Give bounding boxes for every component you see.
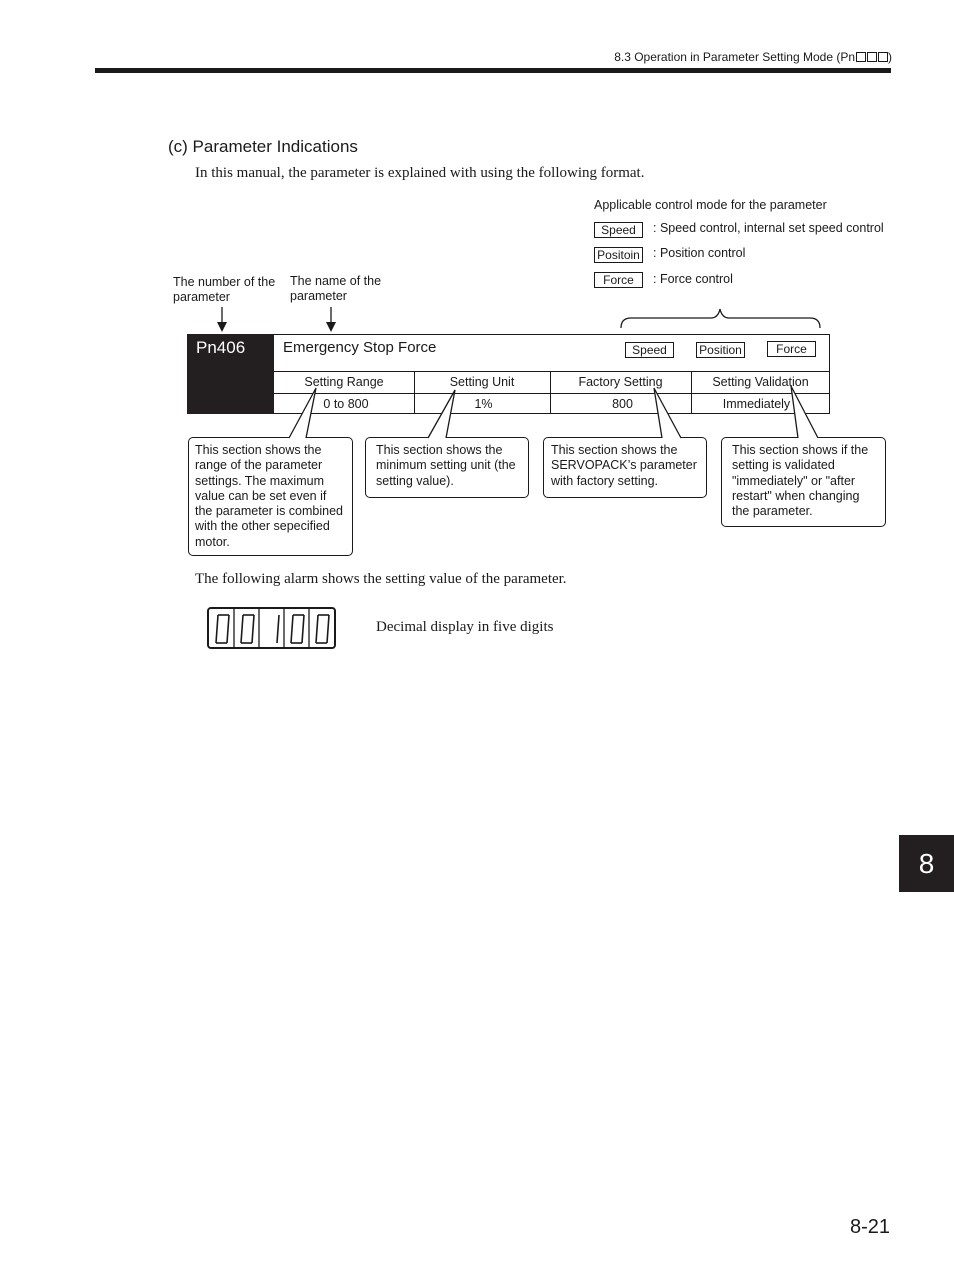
setting-range-value: 0 to 800 xyxy=(323,397,369,411)
callout-factory-setting: This section shows the SERVOPACK’s parameter with factory setting. xyxy=(543,437,707,498)
arrow-down-icon xyxy=(217,307,227,332)
setting-validation-value: Immediately xyxy=(722,397,791,411)
chapter-tab: 8 xyxy=(899,835,954,892)
column-header: Setting Validation xyxy=(712,375,809,389)
section-title: (c) Parameter Indications xyxy=(168,137,358,156)
intro-text: In this manual, the parameter is explained with using the following format. xyxy=(195,165,645,181)
mode-tag-force: Force xyxy=(594,272,643,288)
alarm-text: The following alarm shows the setting value of the parameter. xyxy=(195,571,567,587)
callout-pointer xyxy=(654,388,681,438)
column-header: Setting Range xyxy=(304,375,384,389)
table-mode-force: Force xyxy=(767,341,816,357)
brace-icon xyxy=(621,309,820,328)
arrow-down-icon xyxy=(326,307,336,332)
mode-desc-position: : Position control xyxy=(653,246,746,260)
label-parameter-name: The name of the parameter xyxy=(290,274,382,303)
label-parameter-number: The number of the parameter xyxy=(173,275,276,304)
mode-desc-speed: : Speed control, internal set speed control xyxy=(653,221,884,235)
table-mode-position: Position xyxy=(696,342,745,358)
header-section-text: 8.3 Operation in Parameter Setting Mode (Pn xyxy=(614,50,855,64)
mode-desc-force: : Force control xyxy=(653,272,733,286)
callout-setting-validation: This section shows if the setting is validated "immediately" or "after restart" when changing the parameter. xyxy=(721,437,886,527)
mode-tag-speed: Speed xyxy=(594,222,643,238)
column-header: Factory Setting xyxy=(578,375,663,389)
parameter-number: Pn406 xyxy=(187,334,274,414)
seven-segment-display xyxy=(207,607,336,649)
setting-unit-value: 1% xyxy=(474,397,493,411)
callout-pointer xyxy=(289,388,316,438)
callout-setting-unit: This section shows the minimum setting unit (the setting value). xyxy=(365,437,529,498)
callout-pointer xyxy=(428,390,455,438)
header-section-end: ) xyxy=(888,50,892,64)
display-caption: Decimal display in five digits xyxy=(376,619,554,635)
callout-setting-range: This section shows the range of the parameter settings. The maximum value can be set even if the parameter is combined with the other sepecified motor. xyxy=(188,437,353,556)
parameter-name: Emergency Stop Force xyxy=(283,339,437,356)
page-number: 8-21 xyxy=(849,1216,890,1238)
factory-setting-value: 800 xyxy=(612,397,633,411)
table-mode-speed: Speed xyxy=(625,342,674,358)
callout-pointer xyxy=(791,386,818,438)
mode-tag-position: Positoin xyxy=(594,247,643,263)
control-mode-title: Applicable control mode for the parameter xyxy=(594,198,827,212)
column-header: Setting Unit xyxy=(449,375,515,389)
